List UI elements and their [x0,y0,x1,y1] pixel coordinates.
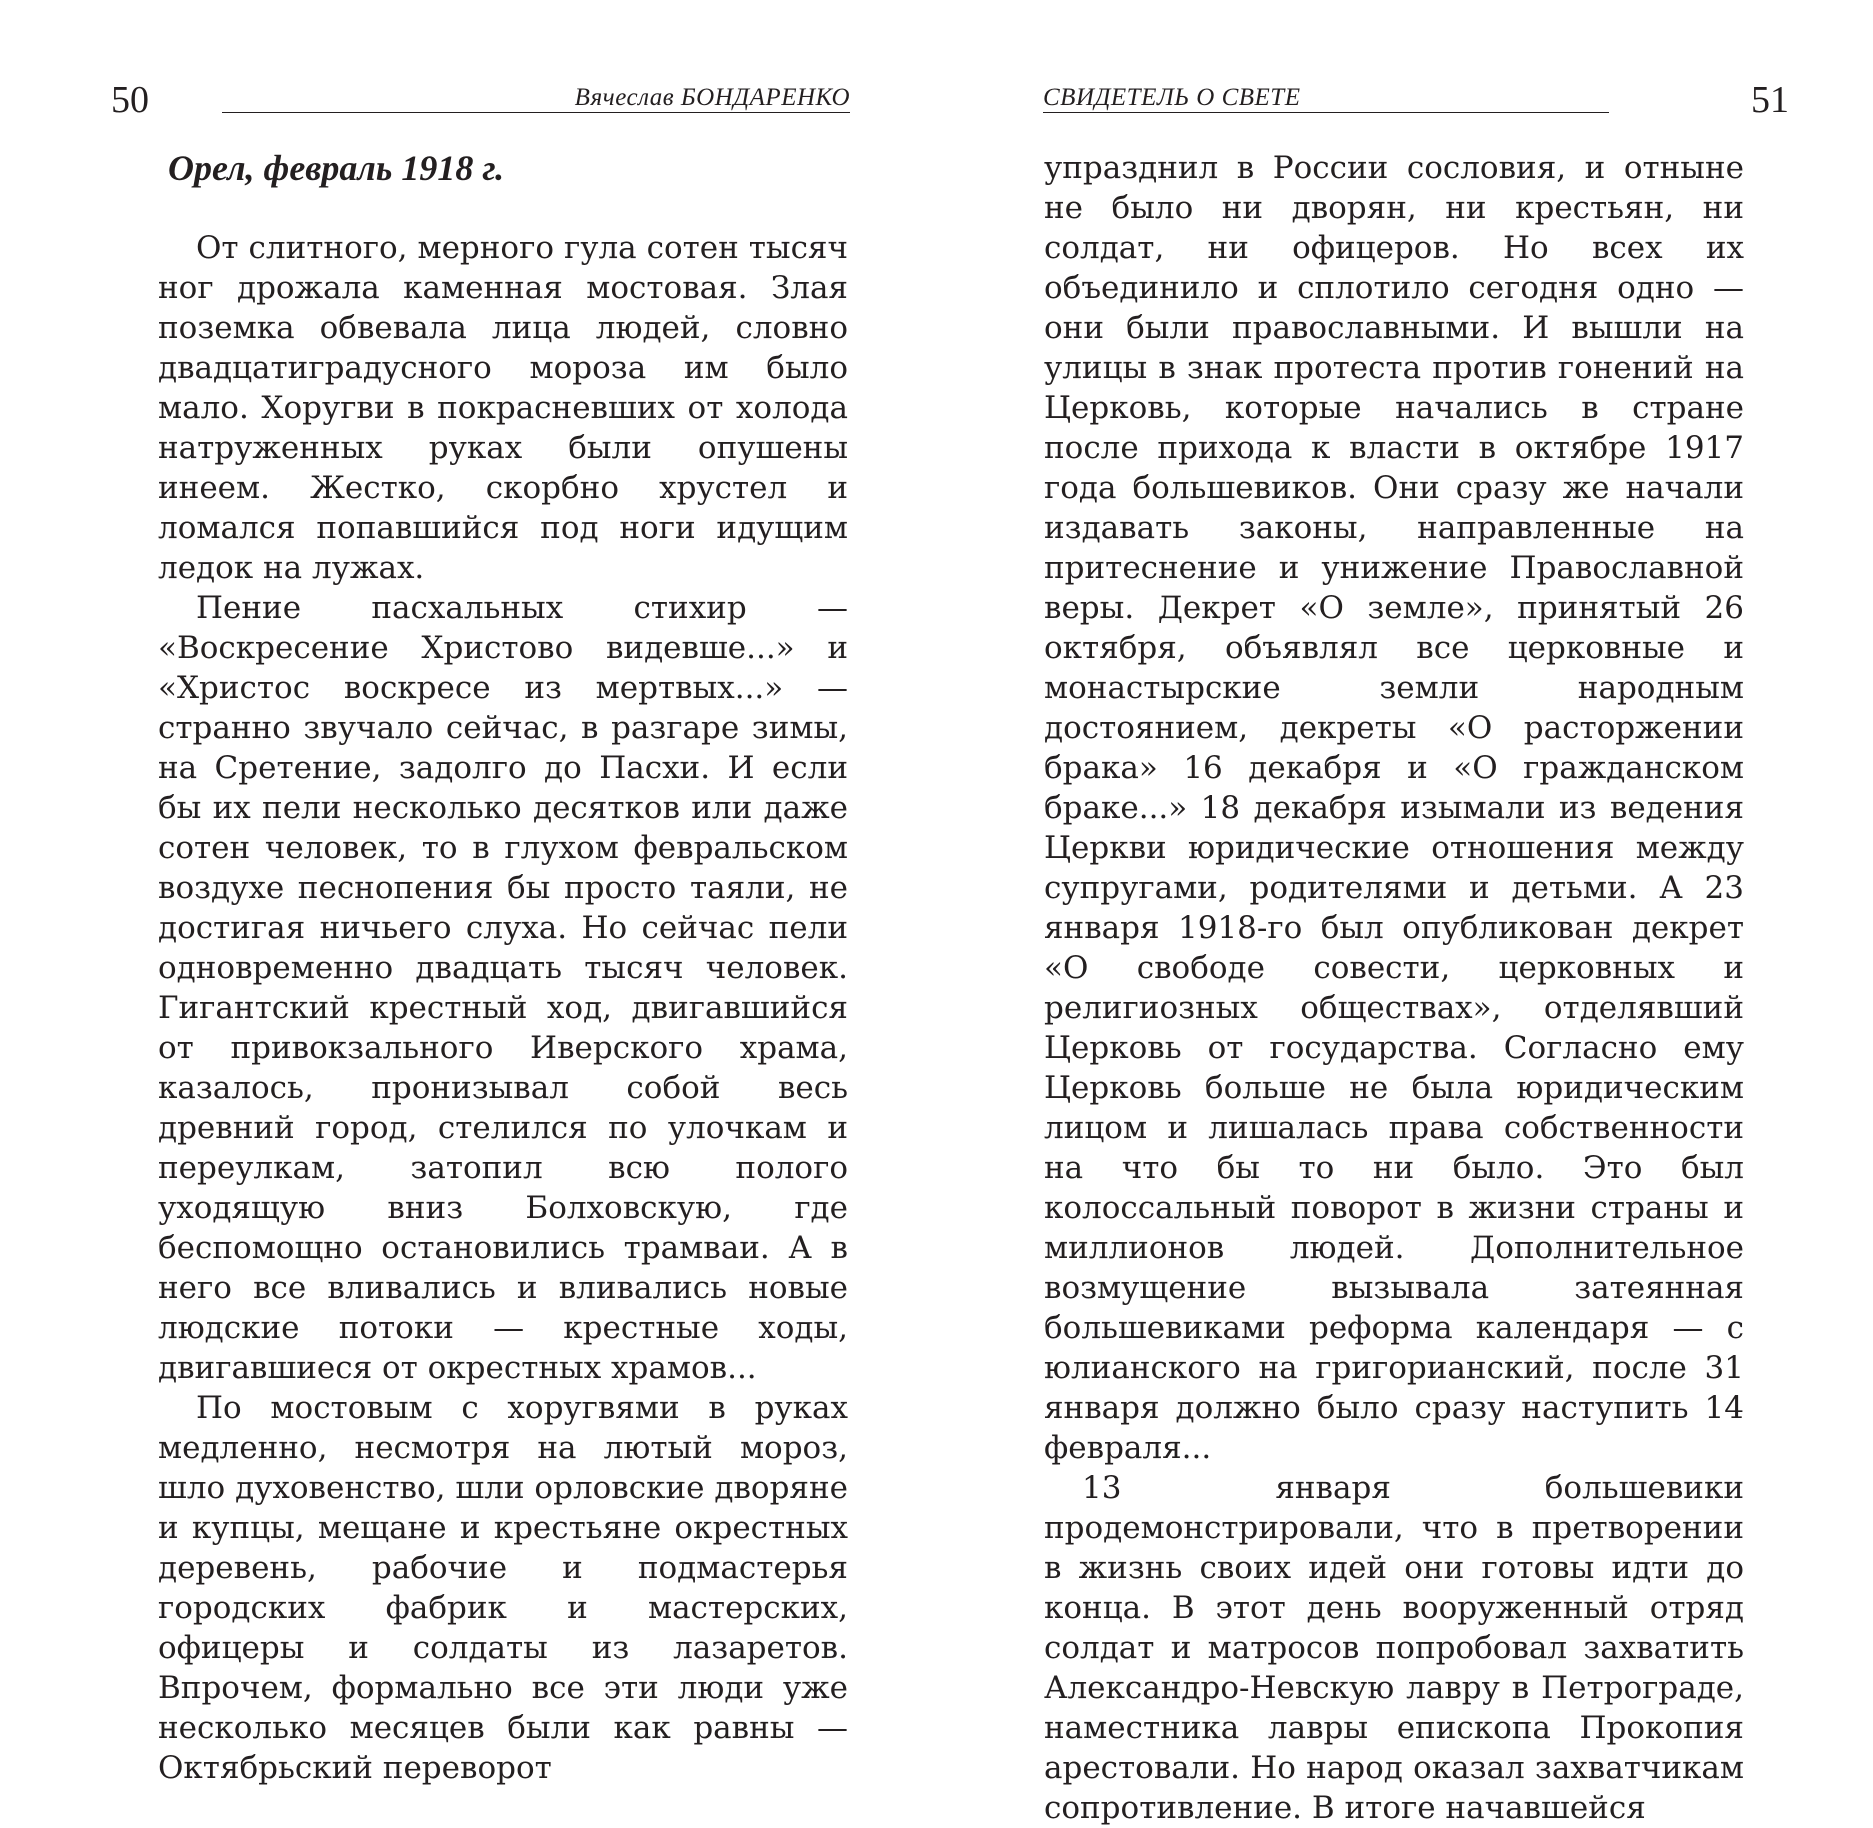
paragraph: По мостовым с хоругвями в руках медленно, несмотря на лютый мороз, шло духовенство, шли орловские дворяне и купцы, мещане и крестьяне окрестных деревень, рабочие и подмастерья городских фабрик и мастерских, офицеры и солдаты из лазаретов. Впрочем, формально все эти люди уже несколько месяцев были как равны — Октябрьский переворот [158,1390,848,1786]
section-title: Орел, февраль 1918 г. [168,148,505,188]
page-number-left: 50 [111,79,149,121]
right-page-body [1044,148,1744,1828]
paragraph: упразднил в России сословия, и отныне не было ни дворян, ни крестьян, ни солдат, ни офицеров. Но всех их объединило и сплотило сегодня одно — они были православными. И вышли на улицы в знак протеста против гонений на Церковь, которые начались в стране после прихода к власти в октябре 1917 года большевиков. Они сразу же начали издавать законы, направленные на притеснение и унижение Православной веры. Декрет «О земле», принятый 26 октября, объявлял все церковные и монастырские земли народным достоянием, декреты «О расторжении брака» 16 декабря и «О гражданском браке...» 18 декабря изымали из ведения Церкви юридические отношения между супругами, родителями и детьми. А 23 января 1918-го был опубликован декрет «О свободе совести, церковных и религиозных обществах», отделявший Церковь от государства. Согласно ему Церковь больше не была юридическим лицом и лишалась права собственности на что бы то ни было. Это был колоссальный поворот в жизни страны и миллионов людей. Дополнительное возмущение вызывала затеянная большевиками реформа календаря — с юлианского на григорианский, после 31 января должно было сразу наступить 14 февраля... [1044,150,1744,1466]
page-number-right: 51 [1751,79,1789,121]
paragraph: 13 января большевики продемонстрировали, что в претворении в жизнь своих идей они готовы идти до конца. В этот день вооруженный отряд солдат и матросов попробовал захватить Александро-Невскую лавру в Петрограде, наместника лавры епископа Прокопия арестовали. Но народ оказал захватчикам сопротивление. В итоге начавшейся [1044,1470,1744,1826]
running-head-title: СВИДЕТЕЛЬ О СВЕТЕ [1043,84,1301,111]
paragraph: Пение пасхальных стихир — «Воскресение Христово видевше...» и «Христос воскресе из мертвых...» — странно звучало сейчас, в разгаре зимы, на Сретение, задолго до Пасхи. И если бы их пели несколько десятков или даже сотен человек, то в глухом февральском воздухе песнопения бы просто таяли, не достигая ничьего слуха. Но сейчас пели одновременно двадцать тысяч человек. Гигантский крестный ход, двигавшийся от привокзального Иверского храма, казалось, пронизывал собой весь древний город, стелился по улочкам и переулкам, затопил всю полого уходящую вниз Болховскую, где беспомощно остановились трамваи. А в него все вливались и вливались новые людские потоки — крестные ходы, двигавшиеся от окрестных храмов... [158,590,848,1386]
left-page-header [0,72,936,128]
right-page-header [936,72,1873,128]
header-rule-right [1043,112,1609,113]
paragraph: От слитного, мерного гула сотен тысяч ног дрожала каменная мостовая. Злая поземка обвевала лица людей, словно двадцатиградусного мороза им было мало. Хоругви в покрасневших от холода натруженных руках были опушены инеем. Жестко, скорбно хрустел и ломался попавшийся под ноги идущим ледок на лужах. [158,230,848,586]
right-page [936,0,1873,1826]
left-page [0,0,936,1786]
running-head-author: Вячеслав БОНДАРЕНКО [574,84,850,111]
left-page-body [158,148,848,1788]
